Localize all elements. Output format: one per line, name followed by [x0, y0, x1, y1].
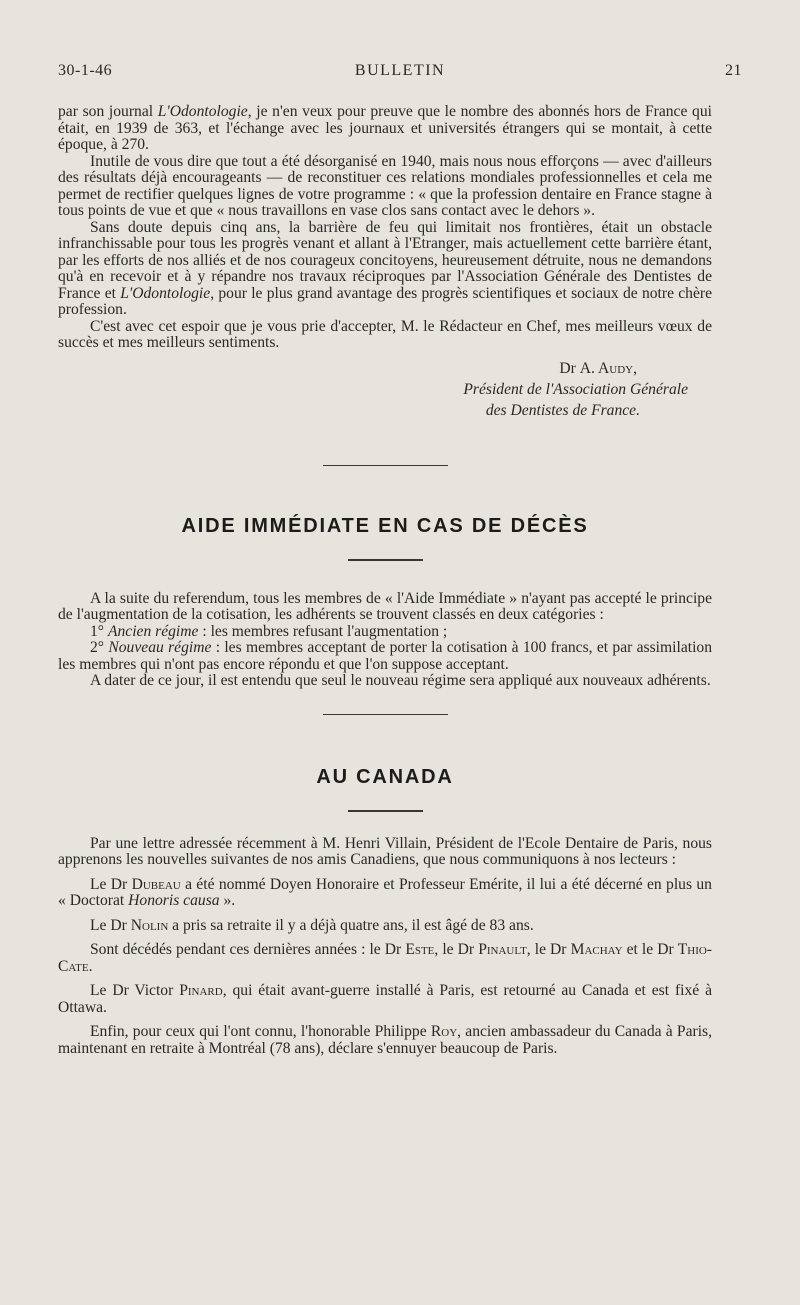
section-divider [323, 465, 448, 467]
signature-title-1: Président de l'Association Générale [463, 380, 688, 398]
letter-paragraph-1: par son journal L'Odontologie, je n'en veux pour preuve que le nombre des abonnés hors de France qui était, en 1939 de 363, et l'échange avec les journaux et universités étrangers qui se montait, à cette époque, à 270. [58, 103, 712, 153]
canada-paragraph-6: Enfin, pour ceux qui l'ont connu, l'honorable Philippe Roy, ancien ambassadeur du Canada à Paris, maintenant en retraite à Montréal (78 ans), déclare s'ennuyer beaucoup de Paris. [58, 1023, 712, 1057]
page-body [58, 104, 712, 1057]
aide-paragraph-1: A la suite du referendum, tous les membres de « l'Aide Immédiate » n'ayant pas accepté le principe de l'augmentation de la cotisation, les adhérents se trouvent classés en deux catégories : [58, 589, 712, 623]
header-date: 30-1-46 [58, 62, 113, 79]
section-divider [323, 714, 448, 716]
letter-paragraph-4: C'est avec cet espoir que je vous prie d'accepter, M. le Rédacteur en Chef, mes meilleurs vœux de succès et mes meilleurs sentiments. [58, 317, 712, 351]
aide-item-1: 1° Ancien régime : les membres refusant l'augmentation ; [90, 622, 448, 640]
canada-paragraph-5: Le Dr Victor Pinard, qui était avant-guerre installé à Paris, est retourné au Canada et est fixé à Ottawa. [58, 982, 712, 1016]
page-number: 21 [725, 62, 742, 79]
aide-item-2: 2° Nouveau régime : les membres acceptant de porter la cotisation à 100 francs, et par assimilation les membres qui n'ont pas encore répondu et que l'on suppose acceptant. [58, 639, 712, 673]
aide-paragraph-2: A dater de ce jour, il est entendu que seul le nouveau régime sera appliqué aux nouveaux adhérents. [90, 672, 711, 689]
running-header [58, 62, 742, 84]
section-title-aide: AIDE IMMÉDIATE EN CAS DE DÉCÈS [181, 515, 589, 537]
title-underline [348, 559, 423, 561]
canada-paragraph-3: Le Dr Nolin a pris sa retraite il y a déjà quatre ans, il est âgé de 83 ans. [90, 916, 534, 934]
title-underline [348, 810, 423, 812]
letter-paragraph-2: Inutile de vous dire que tout a été désorganisé en 1940, mais nous nous efforçons — avec d'ailleurs des résultats déjà encourageants — de reconstituer ces relations mondiales professionnelles et cela me permet de rectifier quelques lignes de votre programme : « que la profession dentaire en France stagne à tous points de vue et que « nous travaillons en vase clos sans contact avec le dehors ». [58, 152, 712, 219]
canada-paragraph-4: Sont décédés pendant ces dernières années : le Dr Este, le Dr Pinault, le Dr Machay et le Dr Thio-Cate. [58, 941, 713, 975]
section-title-canada: AU CANADA [316, 766, 454, 788]
canada-paragraph-1: Par une lettre adressée récemment à M. Henri Villain, Président de l'Ecole Dentaire de Paris, nous apprenons les nouvelles suivantes de nos amis Canadiens, que nous communiquons à nos lecteurs : [58, 834, 712, 868]
signature-name: Dr A. Audy, [559, 359, 637, 377]
header-title: BULLETIN [354, 62, 446, 79]
signature-title-2: des Dentistes de France. [485, 401, 640, 419]
canada-paragraph-2: Le Dr Dubeau a été nommé Doyen Honoraire et Professeur Emérite, il lui a été décerné en plus un « Doctorat Honoris causa ». [58, 875, 712, 909]
letter-paragraph-3: Sans doute depuis cinq ans, la barrière de feu qui limitait nos frontières, était un obstacle infranchissable pour tous les progrès venant et allant à l'Etranger, mais actuellement cette barrière étant, par les efforts de nos alliés et de nos courageux concitoyens, heureusement détruite, nous ne demandons qu'à en recevoir et à y répandre nos travaux réciproques par l'Association Générale des Dentistes de France et L'Odontologie, pour le plus grand avantage des progrès scientifiques et sociaux de notre chère profession. [58, 218, 713, 318]
